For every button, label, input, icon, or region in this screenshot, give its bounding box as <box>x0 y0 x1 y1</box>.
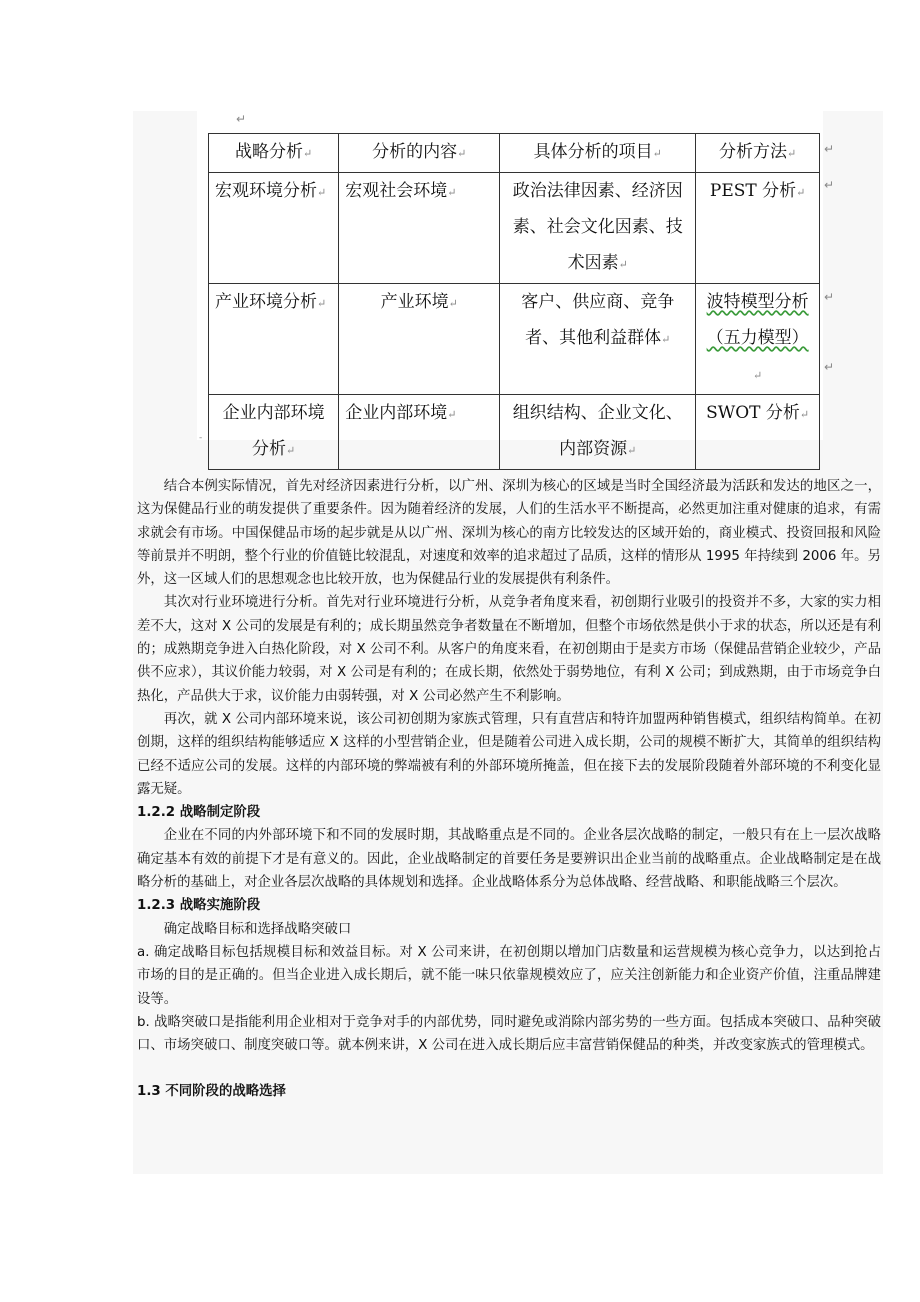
cell-mark-icon: ↵ <box>317 297 327 310</box>
cell-mark-icon: ↵ <box>448 297 458 310</box>
strategy-analysis-table <box>208 133 820 470</box>
table-row <box>209 395 820 470</box>
section-heading: 1.3 不同阶段的战略选择 <box>137 1084 286 1100</box>
table-cell: PEST 分析↵ <box>696 173 820 284</box>
table-header-row <box>209 134 820 173</box>
table-cell: 客户、供应商、竞争者、其他利益群体↵ <box>500 284 696 395</box>
table-cell: 宏观社会环境↵ <box>339 173 500 284</box>
table-cell: 企业内部环境分析↵ <box>209 395 339 470</box>
row-end-mark-icon: ↵ <box>824 142 835 156</box>
cell-mark-icon: ↵ <box>661 333 671 346</box>
row-end-mark-icon: ↵ <box>824 178 835 192</box>
cell-mark-icon: ↵ <box>286 444 296 457</box>
paragraph: 企业在不同的内外部环境下和不同的发展时期，其战略重点是不同的。企业各层次战略的制定，一般只有在上一层次战略确定基本有效的前提下才是有意义的。因此，企业战略制定的首要任务是要辨识出企业当前的战略重点。企业战略制定是在战略分析的基础上，对企业各层次战略的具体规划和选择。企业战略体系分为总体战略、经营战略、和职能战略三个层次。 <box>137 828 881 891</box>
table-row <box>209 284 820 395</box>
section-heading: 1.2.2 战略制定阶段 <box>137 805 261 821</box>
table-header-cell: 分析方法↵ <box>696 134 820 173</box>
table-header-cell: 战略分析↵ <box>209 134 339 173</box>
table-cell: 组织结构、企业文化、内部资源↵ <box>500 395 696 470</box>
table-header-cell: 具体分析的项目↵ <box>500 134 696 173</box>
cell-mark-icon: ↵ <box>317 186 327 199</box>
table-cell: 政治法律因素、经济因素、社会文化因素、技术因素↵ <box>500 173 696 284</box>
cell-mark-icon: ↵ <box>799 408 810 421</box>
list-item: a. 确定战略目标包括规模目标和效益目标。对 X 公司来讲，在初创期以增加门店数量和运营规模为核心竞争力，以达到抢占市场的目的是正确的。但当企业进入成长期后，就不能一味只依靠规模效应了，应关注创新能力和企业资产价值，注重品牌建设等。 <box>137 944 881 1007</box>
table-cell: 产业环境分析↵ <box>209 284 339 395</box>
table-cell: SWOT 分析↵ <box>696 395 820 470</box>
cell-mark-icon: ↵ <box>457 147 467 160</box>
list-item: b. 战略突破口是指能利用企业相对于竞争对手的内部优势，同时避免或消除内部劣势的一些方面。包括成本突破口、品种突破口、市场突破口、制度突破口等。就本例来讲，X 公司在进入成长期后应丰富营销保健品的种类，并改变家族式的管理模式。 <box>137 1014 881 1054</box>
blank-line <box>137 1057 881 1080</box>
cell-mark-icon: ↵ <box>753 369 763 382</box>
cell-mark-icon: ↵ <box>627 444 637 457</box>
body-text <box>137 475 881 1104</box>
paragraph: 确定战略目标和选择战略突破口 <box>163 921 352 937</box>
paragraph: 其次对行业环境进行分析。首先对行业环境进行分析，从竞争者角度来看，初创期行业吸引的投资并不多，大家的实力相差不大，这对 X 公司的发展是有利的；成长期虽然竞争者数量在不断增加，但整个市场依然是供小于求的状态，所以还是有利的；成熟期竞争进入白热化阶段，对 X 公司不利。从客户的角度来看，在初创期由于是卖方市场（保健品营销企业较少，产品供不应求），其议价能力较弱，对 X 公司是有利的；在成长期，依然处于弱势地位，有利 X 公司；到成熟期，由于市场竞争白热化，产品供大于求，议价能力由弱转强，对 X 公司必然产生不利影响。 <box>137 595 881 704</box>
cell-mark-icon: ↵ <box>447 408 457 421</box>
section-heading: 1.2.3 战略实施阶段 <box>137 898 261 914</box>
table-cell: 企业内部环境↵ <box>339 395 500 470</box>
cell-mark-icon: ↵ <box>447 186 457 199</box>
table-cell: 波特模型分析（五力模型）↵ <box>696 284 820 395</box>
table-row <box>209 173 820 284</box>
row-end-mark-icon: ↵ <box>824 360 835 374</box>
paragraph-mark-icon: ↵ <box>236 112 247 126</box>
cell-mark-icon: ↵ <box>796 186 806 199</box>
paragraph: 再次，就 X 公司内部环境来说，该公司初创期为家族式管理，只有直营店和特许加盟两种销售模式，组织结构简单。在初创期，这样的组织结构能够适应 X 这样的小型营销企业，但是随着公司进入成长期，公司的规模不断扩大，其简单的组织结构已经不适应公司的发展。这样的内部环境的弊端被有利的外部环境所掩盖，但在接下去的发展阶段随着外部环境的不利变化显露无疑。 <box>137 711 881 797</box>
paragraph: 结合本例实际情况，首先对经济因素进行分析，以广州、深圳为核心的区域是当时全国经济最为活跃和发达的地区之一，这为保健品行业的萌发提供了重要条件。因为随着经济的发展，人们的生活水平不断提高，必然更加注重对健康的追求，有需求就会有市场。中国保健品市场的起步就是从以广州、深圳为核心的南方比较发达的区域开始的，商业模式、投资回报和风险等前景并不明朗，整个行业的价值链比较混乱，对速度和效率的追求超过了品质，这样的情形从 1995 年持续到 2006 年。另外，这一区域人们的思想观念也比较开放，也为保健品行业的发展提供有利条件。 <box>137 479 881 588</box>
cell-mark-icon: ↵ <box>618 258 628 271</box>
cell-mark-icon: ↵ <box>787 147 797 160</box>
table-cell: 产业环境↵ <box>339 284 500 395</box>
paragraph-mark-icon: - <box>199 433 203 443</box>
table-header-cell: 分析的内容↵ <box>339 134 500 173</box>
row-end-mark-icon: ↵ <box>824 290 835 304</box>
table-cell: 宏观环境分析↵ <box>209 173 339 284</box>
cell-mark-icon: ↵ <box>303 147 313 160</box>
cell-mark-icon: ↵ <box>652 147 662 160</box>
